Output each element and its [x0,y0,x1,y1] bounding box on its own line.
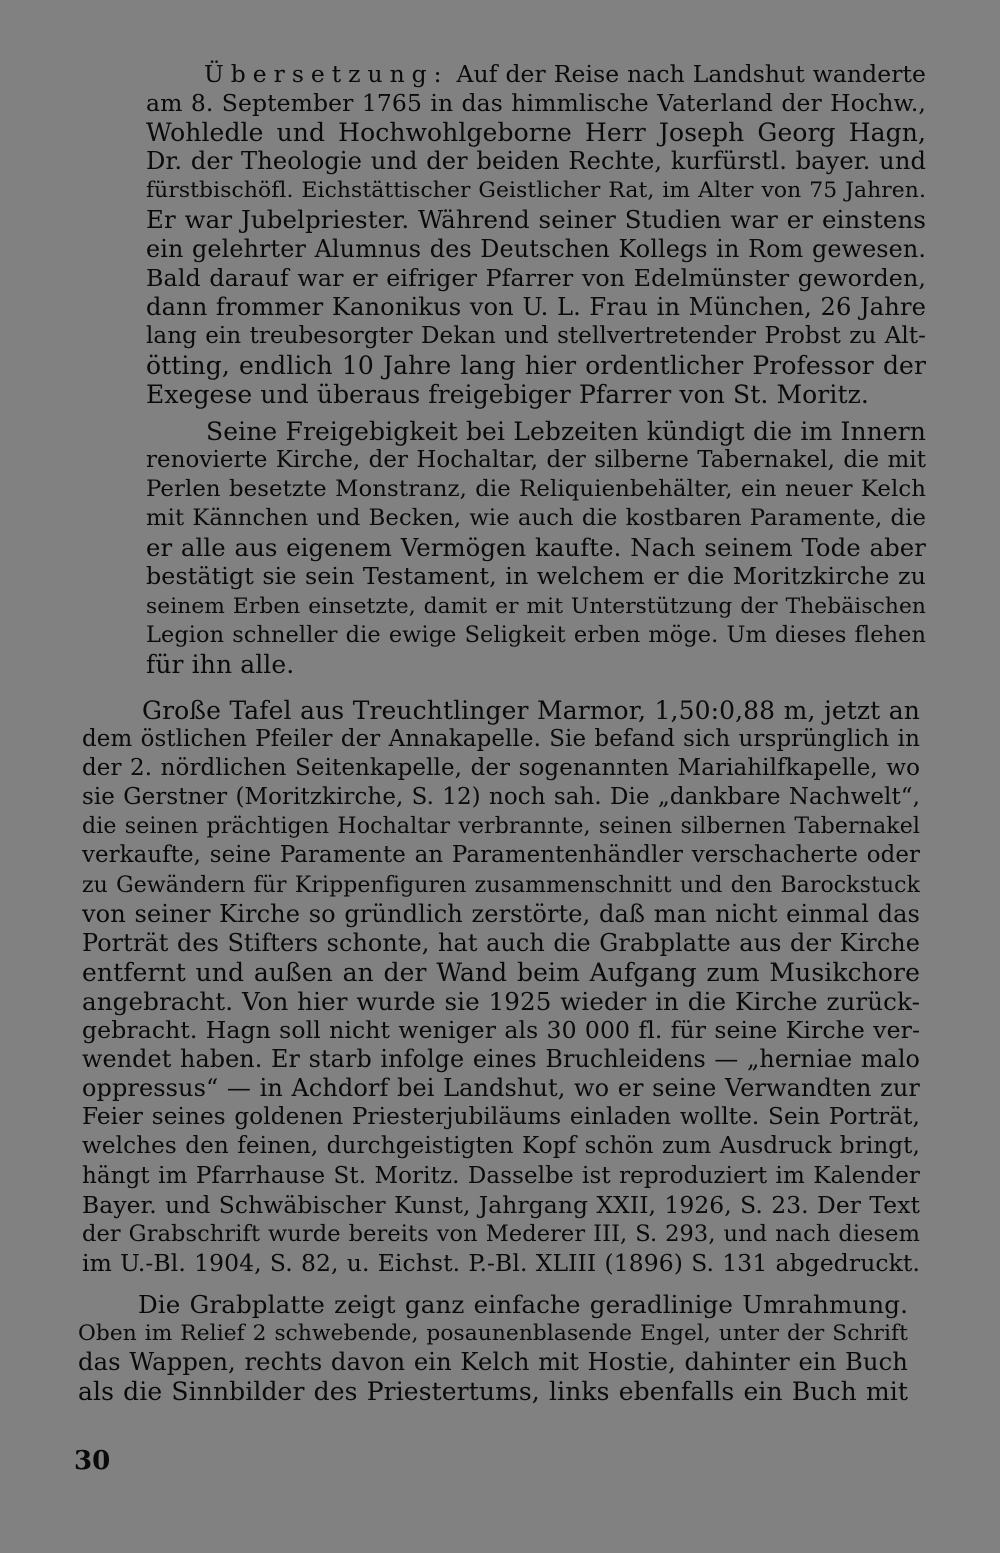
text-line: am 8. September 1765 in das himmlische Vaterland der Hochw., [146,89,926,118]
text-line: Große Tafel aus Treuchtlinger Marmor, 1,50:0,88 m, jetzt an [142,696,920,725]
text-line: wendet haben. Er starb infolge eines Bruchleidens — „herniae malo [82,1045,920,1074]
commentary-paragraph [82,696,920,1278]
text-line: angebracht. Von hier wurde sie 1925 wieder in die Kirche zurück- [82,986,920,1016]
text-line: das Wappen, rechts davon ein Kelch mit Hostie, dahinter ein Buch [78,1348,908,1377]
text-line: Oben im Relief 2 schwebende, posaunenblasende Engel, unter der Schrift [78,1321,908,1347]
text-line: gebracht. Hagn soll nicht weniger als 30 000 fl. für seine Kirche ver- [82,1016,920,1045]
text-line: im U.-Bl. 1904, S. 82, u. Eichst. P.-Bl. XLIII (1896) S. 131 abgedruckt. [82,1248,920,1277]
text-line: Die Grabplatte zeigt ganz einfache geradlinige Umrahmung. [138,1290,908,1319]
text-run: Auf der Reise nach Landshut wanderte [456,60,926,88]
text-line [146,60,926,89]
text-line: für ihn alle. [146,649,295,679]
text-line: von seiner Kirche so gründlich zerstörte, daß man nicht einmal das [82,899,920,928]
text-line: mit Kännchen und Becken, wie auch die kostbaren Paramente, die [146,505,926,532]
text-line: renovierte Kirche, der Hochaltar, der silberne Tabernakel, die mit [146,447,926,474]
text-line: Bald darauf war er eifriger Pfarrer von Edelmünster geworden, [146,263,926,292]
text-line: sie Gerstner (Moritzkirche, S. 12) noch sah. Die „dankbare Nachwelt“, [82,784,920,811]
text-line: Bayer. und Schwäbischer Kunst, Jahrgang XXII, 1926, S. 23. Der Text [82,1190,920,1219]
inscription-translation-paragraph-2 [146,417,926,679]
text-line: welches den feinen, durchgeistigten Kopf schön zum Ausdruck bringt, [82,1133,920,1160]
text-line: der Grabschrift wurde bereits von Mederer III, S. 293, und nach diesem [82,1220,920,1247]
text-line: entfernt und außen an der Wand beim Aufgang zum Musikchore [82,957,920,987]
text-line: zu Gewändern für Krippenfiguren zusammenschnitt und den Barockstuck [82,872,920,898]
text-line: Porträt des Stifters schonte, hat auch die Grabplatte aus der Kirche [82,928,920,957]
text-line: Legion schneller die ewige Seligkeit erben möge. Um dieses flehen [146,621,926,648]
text-line: ein gelehrter Alumnus des Deutschen Kollegs in Rom gewesen. [146,234,926,263]
text-line: verkaufte, seine Paramente an Paramentenhändler verschacherte oder [82,842,920,869]
text-line: dann frommer Kanonikus von U. L. Frau in München, 26 Jahre [146,292,926,321]
text-line: Dr. der Theologie und der beiden Rechte, kurfürstl. bayer. und [146,147,926,176]
text-line: hängt im Pfarrhause St. Moritz. Dasselbe ist reproduziert im Kalender [82,1162,920,1189]
text-line: lang ein treubesorgter Dekan und stellvertretender Probst zu Alt- [146,322,926,349]
inscription-translation-paragraph-1 [146,60,926,409]
text-line: der 2. nördlichen Seitenkapelle, der sogenannten Mariahilfkapelle, wo [82,755,920,782]
text-line: fürstbischöfl. Eichstättischer Geistlicher Rat, im Alter von 75 Jahren. [146,178,926,204]
page-number: 30 [74,1446,111,1476]
text-line: bestätigt sie sein Testament, in welchem er die Moritzkirche zu [146,562,926,591]
text-line: seinem Erben einsetzte, damit er mit Unterstützung der Thebäischen [146,593,926,619]
translation-label: Übersetzung: [204,60,449,88]
text-line: als die Sinnbilder des Priestertums, links ebenfalls ein Buch mit [78,1377,908,1407]
text-line: die seinen prächtigen Hochaltar verbrannte, seinen silbernen Tabernakel [82,814,920,840]
description-paragraph [78,1290,908,1406]
text-line: dem östlichen Pfeiler der Annakapelle. Sie befand sich ursprünglich in [82,726,920,753]
text-line: er alle aus eigenem Vermögen kaufte. Nach seinem Tode aber [146,533,926,563]
text-line: Er war Jubelpriester. Während seiner Studien war er einstens [146,205,926,235]
text-line: oppressus“ — in Achdorf bei Landshut, wo er seine Verwandten zur [82,1074,920,1103]
text-line: Exegese und überaus freigebiger Pfarrer von St. Moritz. [146,380,869,410]
text-line: Feier seines goldenen Priesterjubiläums einladen wollte. Sein Porträt, [82,1104,920,1131]
text-line: Perlen besetzte Monstranz, die Reliquienbehälter, ein neuer Kelch [146,476,926,503]
text-line: Seine Freigebigkeit bei Lebzeiten kündigt die im Innern [206,417,926,446]
text-line: ötting, endlich 10 Jahre lang hier ordentlicher Professor der [146,350,926,380]
text-line: Wohledle und Hochwohlgeborne Herr Joseph Georg Hagn, [146,118,926,148]
